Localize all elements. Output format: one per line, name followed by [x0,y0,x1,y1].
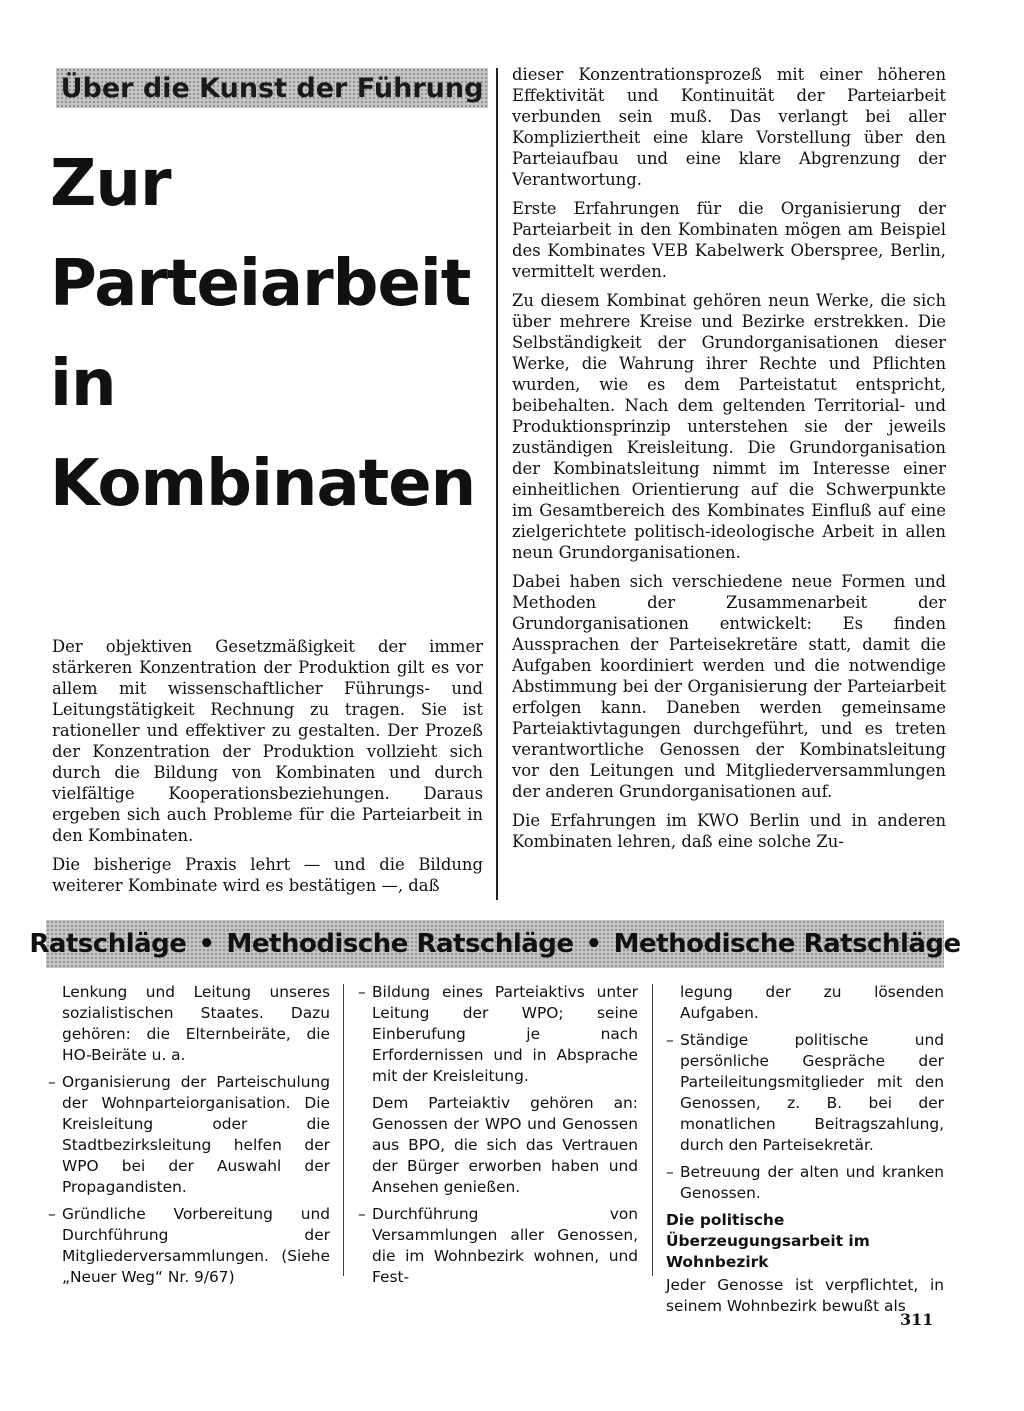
article-headline [50,134,480,534]
banner-segment: Methodische Ratschläge [613,929,961,959]
list-item-text: Bildung eines Parteiaktivs unter Leitung der WPO; seine Einberufung je nach Erfordernissen und in Absprache mit der Kreisleitung. [372,983,638,1085]
list-continuation: legung der zu lösenden Aufgaben. [680,983,944,1022]
dash-bullet: – [666,1163,674,1181]
kicker-text: Über die Kunst der Führung [60,72,484,104]
headline-line-3: in [50,347,116,421]
column-divider [652,984,653,1276]
list-paragraph: Dem Parteiaktiv gehören an: Genossen der WPO und Genossen aus BPO, die sich das Vertrauen der Bürger erworben haben und Ansehen genießen. [372,1094,638,1196]
page-number: 311 [900,1310,934,1329]
column-divider [496,68,498,900]
banner-separator-icon: • [585,929,602,959]
body-paragraph: Erste Erfahrungen für die Organisierung der Parteiarbeit in den Kombinaten mögen am Beispiel des Kombinates VEB Kabelwerk Oberspree, Berlin, vermittelt werden. [512,199,946,281]
list-continuation: Lenkung und Leitung unseres sozialistischen Staates. Dazu gehören: die Elternbeiräte, die HO-Beiräte u. a. [62,983,330,1064]
list-item [358,1204,638,1288]
list-item [48,1204,330,1288]
dash-bullet: – [358,1205,366,1223]
dash-bullet: – [48,1205,56,1223]
dash-bullet: – [666,1031,674,1049]
headline-line-2: Parteiarbeit [50,247,471,321]
list-item-text: Ständige politische und persönliche Gespräche der Parteileitungsmitglieder mit den Genossen, z. B. bei der monatlichen Beitragszahlung, durch den Parteisekretär. [680,1031,944,1154]
subsection-paragraph: Jeder Genosse ist verpflichtet, in seinem Wohnbezirk bewußt als [666,1276,944,1315]
list-item [48,1072,330,1198]
headline-line-1: Zur [50,147,171,221]
body-paragraph: Die Erfahrungen im KWO Berlin und in anderen Kombinaten lehren, daß eine solche Zu- [512,811,946,851]
column-divider [343,984,344,1276]
right-column-body [512,64,946,860]
banner-segment: Methodische Ratschläge [226,929,574,959]
list-item [358,982,638,1087]
dash-bullet: – [48,1073,56,1091]
ratschlaege-banner [29,920,961,968]
body-paragraph: Zu diesem Kombinat gehören neun Werke, die sich über mehrere Kreise und Bezirke erstrekken. Die Selbständigkeit der Grundorganisationen dieser Werke, die Wahrung ihrer Rechte und Pflichten wurden, wie es dem Parteistatut entspricht, beibehalten. Nach dem geltenden Territorial- und Produktionsprinzip unterstehen sie der jeweils zuständigen Kreisleitung. Die Grundorganisation der Kombinatsleitung nimmt im Interesse einer einheitlichen Orientierung auf die Schwerpunkte im Gesamtbereich des Kombinates Einfluß auf eine zielgerichtete politisch-ideologische Arbeit in allen neun Grundorganisationen. [512,291,946,562]
list-item-text: Durchführung von Versammlungen aller Genossen, die im Wohnbezirk wohnen, und Fest- [372,1205,638,1286]
banner-segment: Ratschläge [29,929,187,959]
body-paragraph: Der objektiven Gesetzmäßigkeit der immer stärkeren Konzentration der Produktion gilt es vor allem mit wissenschaftlicher Führungs- und Leitungstätigkeit Rechnung zu tragen. Sie ist rationeller und effektiver zu gestalten. Der Prozeß der Konzentration der Produktion vollzieht sich durch die Bildung von Kombinaten und durch vielfältige Kooperationsbeziehungen. Daraus ergeben sich auch Probleme für die Parteiarbeit in den Kombinaten. [52,637,483,845]
body-paragraph: Die bisherige Praxis lehrt — und die Bildung weiterer Kombinate wird es bestätigen —, daß [52,855,483,895]
body-paragraph: dieser Konzentrationsprozeß mit einer höheren Effektivität und Kontinuität der Parteiarbeit verbunden sein muß. Das verlangt bei aller Kompliziertheit eine klare Vorstellung über den Parteiaufbau und eine klare Abgrenzung der Verantwortung. [512,65,946,189]
subsection-heading: Die politische Überzeugungsarbeit im Wohnbezirk [666,1211,870,1271]
advice-column-1 [48,982,330,1294]
advice-column-3 [666,982,944,1323]
list-item [666,1162,944,1204]
list-item [666,1030,944,1156]
headline-line-4: Kombinaten [50,447,476,521]
dash-bullet: – [358,983,366,1001]
list-item-text: Organisierung der Parteischulung der Wohnparteiorganisation. Die Kreisleitung oder die Stadtbezirksleitung helfen der WPO bei der Auswahl der Propagandisten. [62,1073,330,1196]
banner-separator-icon: • [198,929,215,959]
advice-column-2 [358,982,638,1294]
section-kicker [56,68,488,108]
left-column-body [52,636,483,904]
list-item-text: Betreuung der alten und kranken Genossen. [680,1163,944,1202]
list-item-text: Gründliche Vorbereitung und Durchführung der Mitgliederversammlungen. (Siehe „Neuer Weg“ Nr. 9/67) [62,1205,330,1286]
body-paragraph: Dabei haben sich verschiedene neue Formen und Methoden der Zusammenarbeit der Grundorganisationen entwickelt: Es finden Aussprachen der Parteisekretäre statt, damit die Aufgaben koordiniert werden und die notwendige Abstimmung bei der Organisierung der Parteiarbeit erfolgen kann. Daneben werden gemeinsame Parteiaktivtagungen durchgeführt, und es treten verantwortliche Genossen der Kombinatsleitung vor den Leitungen und Mitgliederversammlungen der anderen Grundorganisationen auf. [512,572,946,801]
